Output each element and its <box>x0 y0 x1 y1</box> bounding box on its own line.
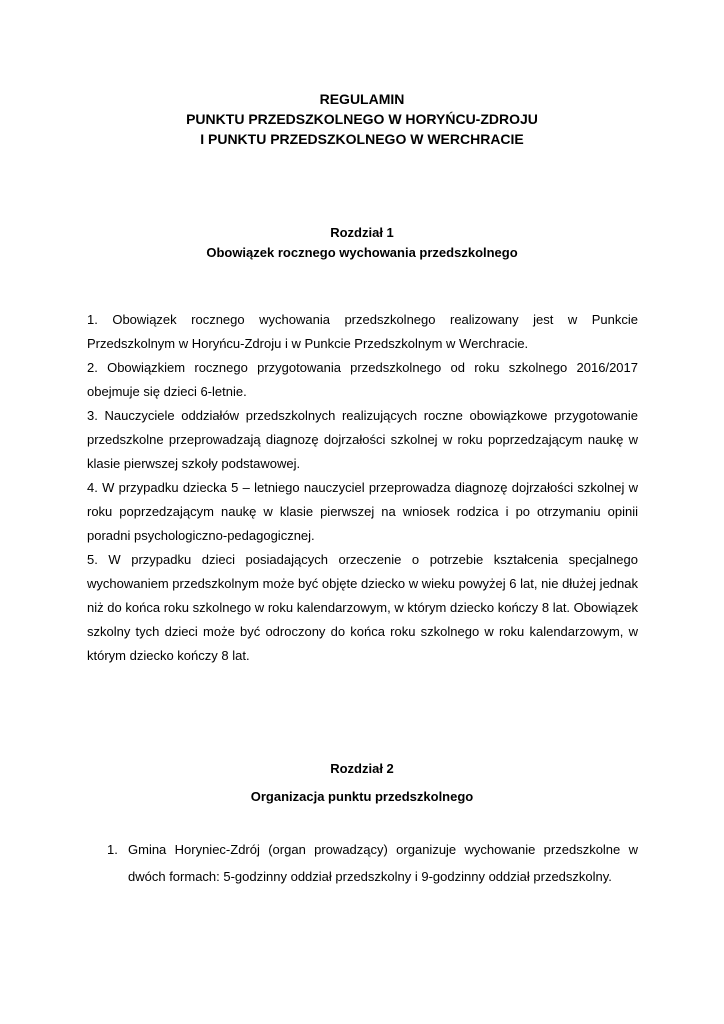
paragraph: 5. W przypadku dzieci posiadających orzeczenie o potrzebie kształcenia specjalnego wychowaniem przedszkolnym może być objęte dziecko w wieku powyżej 6 lat, nie dłużej jednak niż do końca roku szkolnego w roku kalendarzowym, w którym dziecko kończy 8 lat. Obowiązek szkolny tych dzieci może być odroczony do końca roku szkolnego w roku kalendarzowym, w którym dziecko kończy 8 lat. <box>87 552 638 663</box>
title-line: REGULAMIN <box>319 91 405 107</box>
list-item-text: Gmina Horyniec-Zdrój (organ prowadzący) organizuje wychowanie przedszkolne w dwóch formach: 5-godzinny oddział przedszkolny i 9-godzinny oddział przedszkolny. <box>128 842 638 884</box>
list-item-number: 1. <box>107 842 118 857</box>
chapter-1-body <box>87 308 638 668</box>
chapter-1-label: Rozdział 1 <box>330 225 394 240</box>
title-line: I PUNKTU PRZEDSZKOLNEGO W WERCHRACIE <box>200 131 524 147</box>
paragraph: 3. Nauczyciele oddziałów przedszkolnych realizujących roczne obowiązkowe przygotowanie przedszkolne przeprowadzają diagnozę dojrzałości szkolnej w roku poprzedzającym naukę w klasie pierwszej szkoły podstawowej. <box>87 408 638 471</box>
chapter-2-label: Rozdział 2 <box>330 761 394 776</box>
list-item <box>107 836 638 890</box>
paragraph: 1. Obowiązek rocznego wychowania przedszkolnego realizowany jest w Punkcie Przedszkolnym w Horyńcu-Zdroju i w Punkcie Przedszkolnym w Werchracie. <box>87 312 638 351</box>
title-line: PUNKTU PRZEDSZKOLNEGO W HORYŃCU-ZDROJU <box>186 111 538 127</box>
chapter-2-title: Organizacja punktu przedszkolnego <box>250 789 474 804</box>
chapter-1-heading <box>0 223 724 263</box>
paragraph: 2. Obowiązkiem rocznego przygotowania przedszkolnego od roku szkolnego 2016/2017 obejmuje się dzieci 6-letnie. <box>87 360 638 399</box>
document-title <box>0 89 724 149</box>
paragraph: 4. W przypadku dziecka 5 – letniego nauczyciel przeprowadza diagnozę dojrzałości szkolnej w roku poprzedzającym naukę w klasie pierwszej na wniosek rodzica i po otrzymaniu opinii poradni psychologiczno-pedagogicznej. <box>87 480 638 543</box>
chapter-1-title: Obowiązek rocznego wychowania przedszkolnego <box>206 245 518 260</box>
chapter-2-list <box>107 836 638 890</box>
